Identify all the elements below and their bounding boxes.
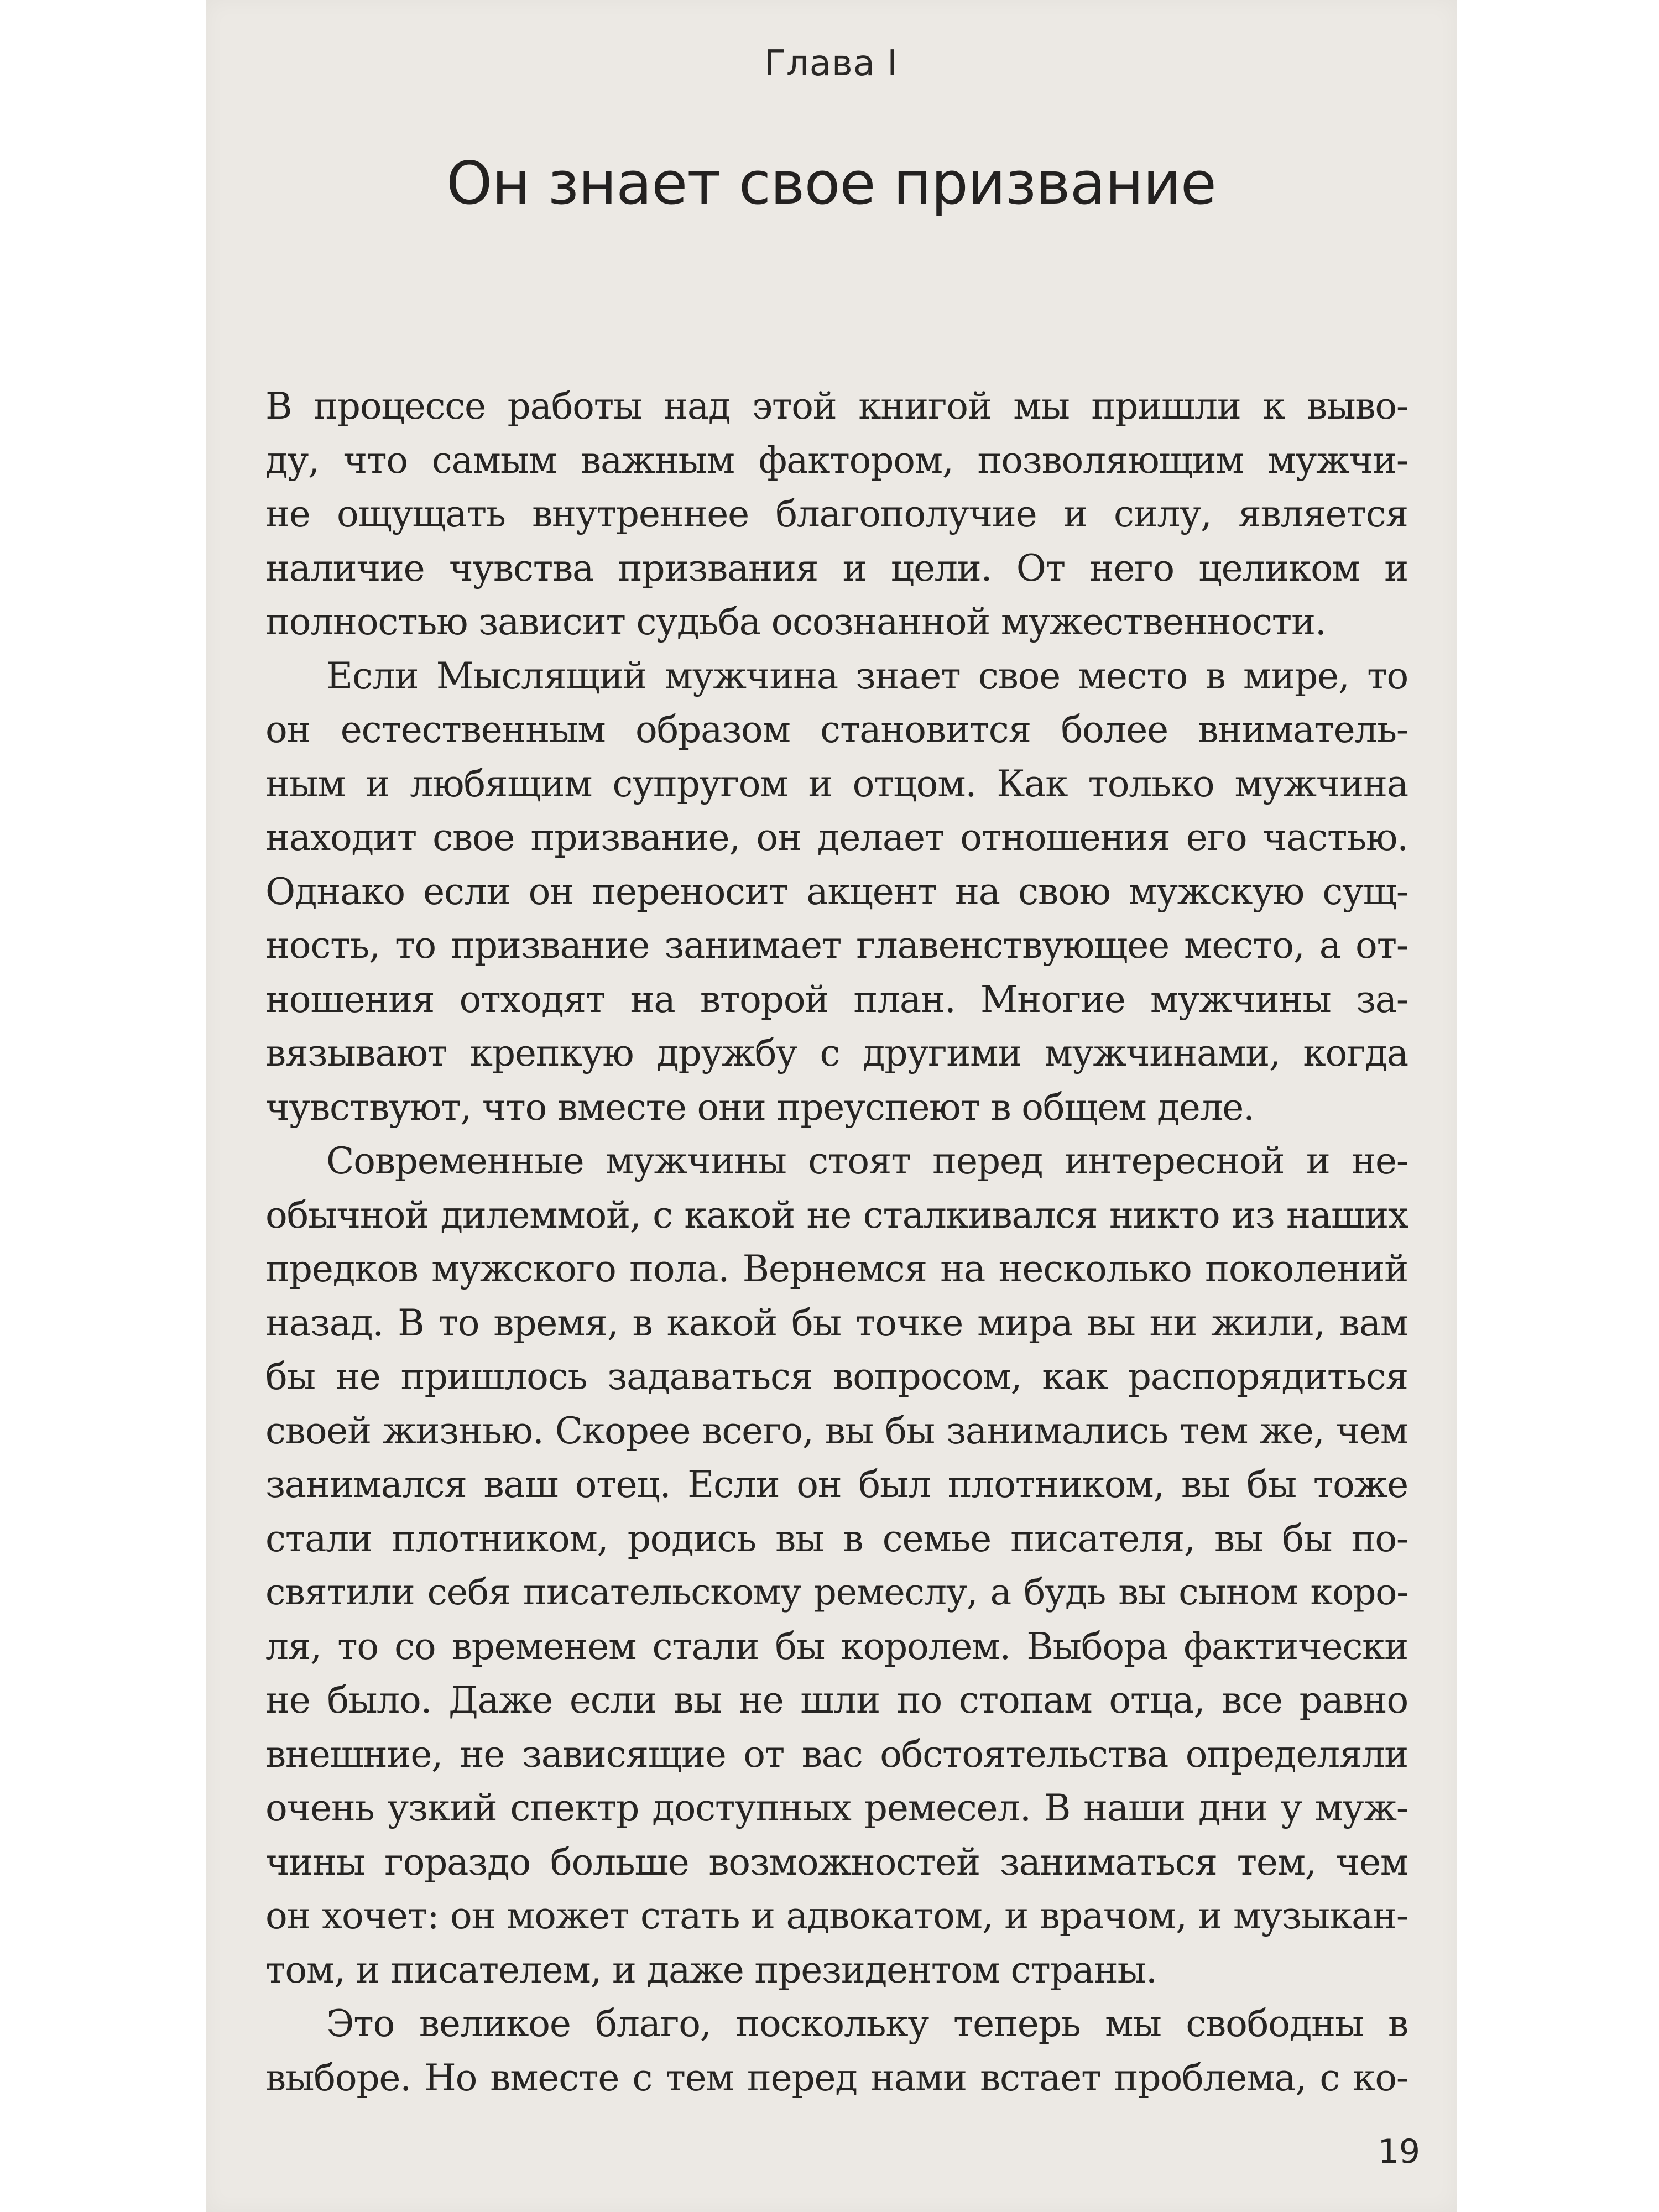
- text-line: занимался ваш отец. Если он был плотником, вы бы тоже: [265, 1463, 1408, 1506]
- text-line: чины гораздо больше возможностей заниматься тем, чем: [265, 1840, 1408, 1884]
- text-line: внешние, не зависящие от вас обстоятельства определяли: [265, 1733, 1408, 1776]
- chapter-title: Он знает свое призвание: [446, 149, 1216, 217]
- text-line: том, и писателем, и даже президентом страны.: [265, 1948, 1157, 1991]
- text-line: святили себя писательскому ремеслу, а будь вы сыном коро-: [265, 1572, 1408, 1613]
- text-line: В процессе работы над этой книгой мы пришли к выво-: [265, 385, 1408, 427]
- chapter-label: Глава I: [764, 43, 899, 84]
- text-line: стали плотником, родись вы в семье писателя, вы бы по-: [265, 1517, 1408, 1560]
- text-line: не было. Даже если вы не шли по стопам отца, все равно: [265, 1679, 1408, 1721]
- text-line: выборе. Но вместе с тем перед нами встает проблема, с ко-: [265, 2056, 1408, 2099]
- text-line: он хочет: он может стать и адвокатом, и врачом, и музыкан-: [265, 1895, 1408, 1937]
- text-line: ля, то со временем стали бы королем. Выбора фактически: [265, 1625, 1408, 1668]
- text-line: бы не пришлось задаваться вопросом, как распорядиться: [265, 1355, 1408, 1398]
- text-line: наличие чувства призвания и цели. От него целиком и: [265, 546, 1408, 589]
- text-line: полностью зависит судьба осознанной мужественности.: [265, 601, 1326, 643]
- text-line: вязывают крепкую дружбу с другими мужчинами, когда: [265, 1032, 1408, 1074]
- body-text: [265, 379, 1408, 2105]
- text-line: Однако если он переносит акцент на свою мужскую сущ-: [265, 870, 1408, 913]
- text-line: предков мужского пола. Вернемся на несколько поколений: [265, 1248, 1408, 1290]
- page-number: 19: [1378, 2132, 1420, 2171]
- text-line: Если Мыслящий мужчина знает свое место в мире, то: [326, 654, 1408, 697]
- text-line: ным и любящим супругом и отцом. Как только мужчина: [265, 762, 1408, 805]
- text-line: Это великое благо, поскольку теперь мы свободны в: [326, 2002, 1408, 2045]
- text-line: чувствуют, что вместе они преуспеют в общем деле.: [265, 1086, 1254, 1129]
- text-line: своей жизнью. Скорее всего, вы бы занимались тем же, чем: [265, 1409, 1408, 1452]
- text-line: обычной дилеммой, с какой не сталкивался никто из наших: [265, 1193, 1408, 1237]
- text-line: он естественным образом становится более вниматель-: [265, 708, 1408, 751]
- text-line: ношения отходят на второй план. Многие мужчины за-: [265, 978, 1408, 1021]
- text-line: назад. В то время, в какой бы точке мира вы ни жили, вам: [265, 1301, 1408, 1344]
- text-line: ду, что самым важным фактором, позволяющим мужчи-: [265, 439, 1408, 482]
- text-line: находит свое призвание, он делает отношения его частью.: [265, 816, 1408, 859]
- text-line: Современные мужчины стоят перед интересной и не-: [326, 1140, 1408, 1182]
- book-page: [206, 0, 1457, 2212]
- text-line: очень узкий спектр доступных ремесел. В наши дни у муж-: [265, 1787, 1408, 1829]
- text-line: не ощущать внутреннее благополучие и силу, является: [265, 493, 1408, 535]
- text-line: ность, то призвание занимает главенствующее место, а от-: [265, 924, 1408, 967]
